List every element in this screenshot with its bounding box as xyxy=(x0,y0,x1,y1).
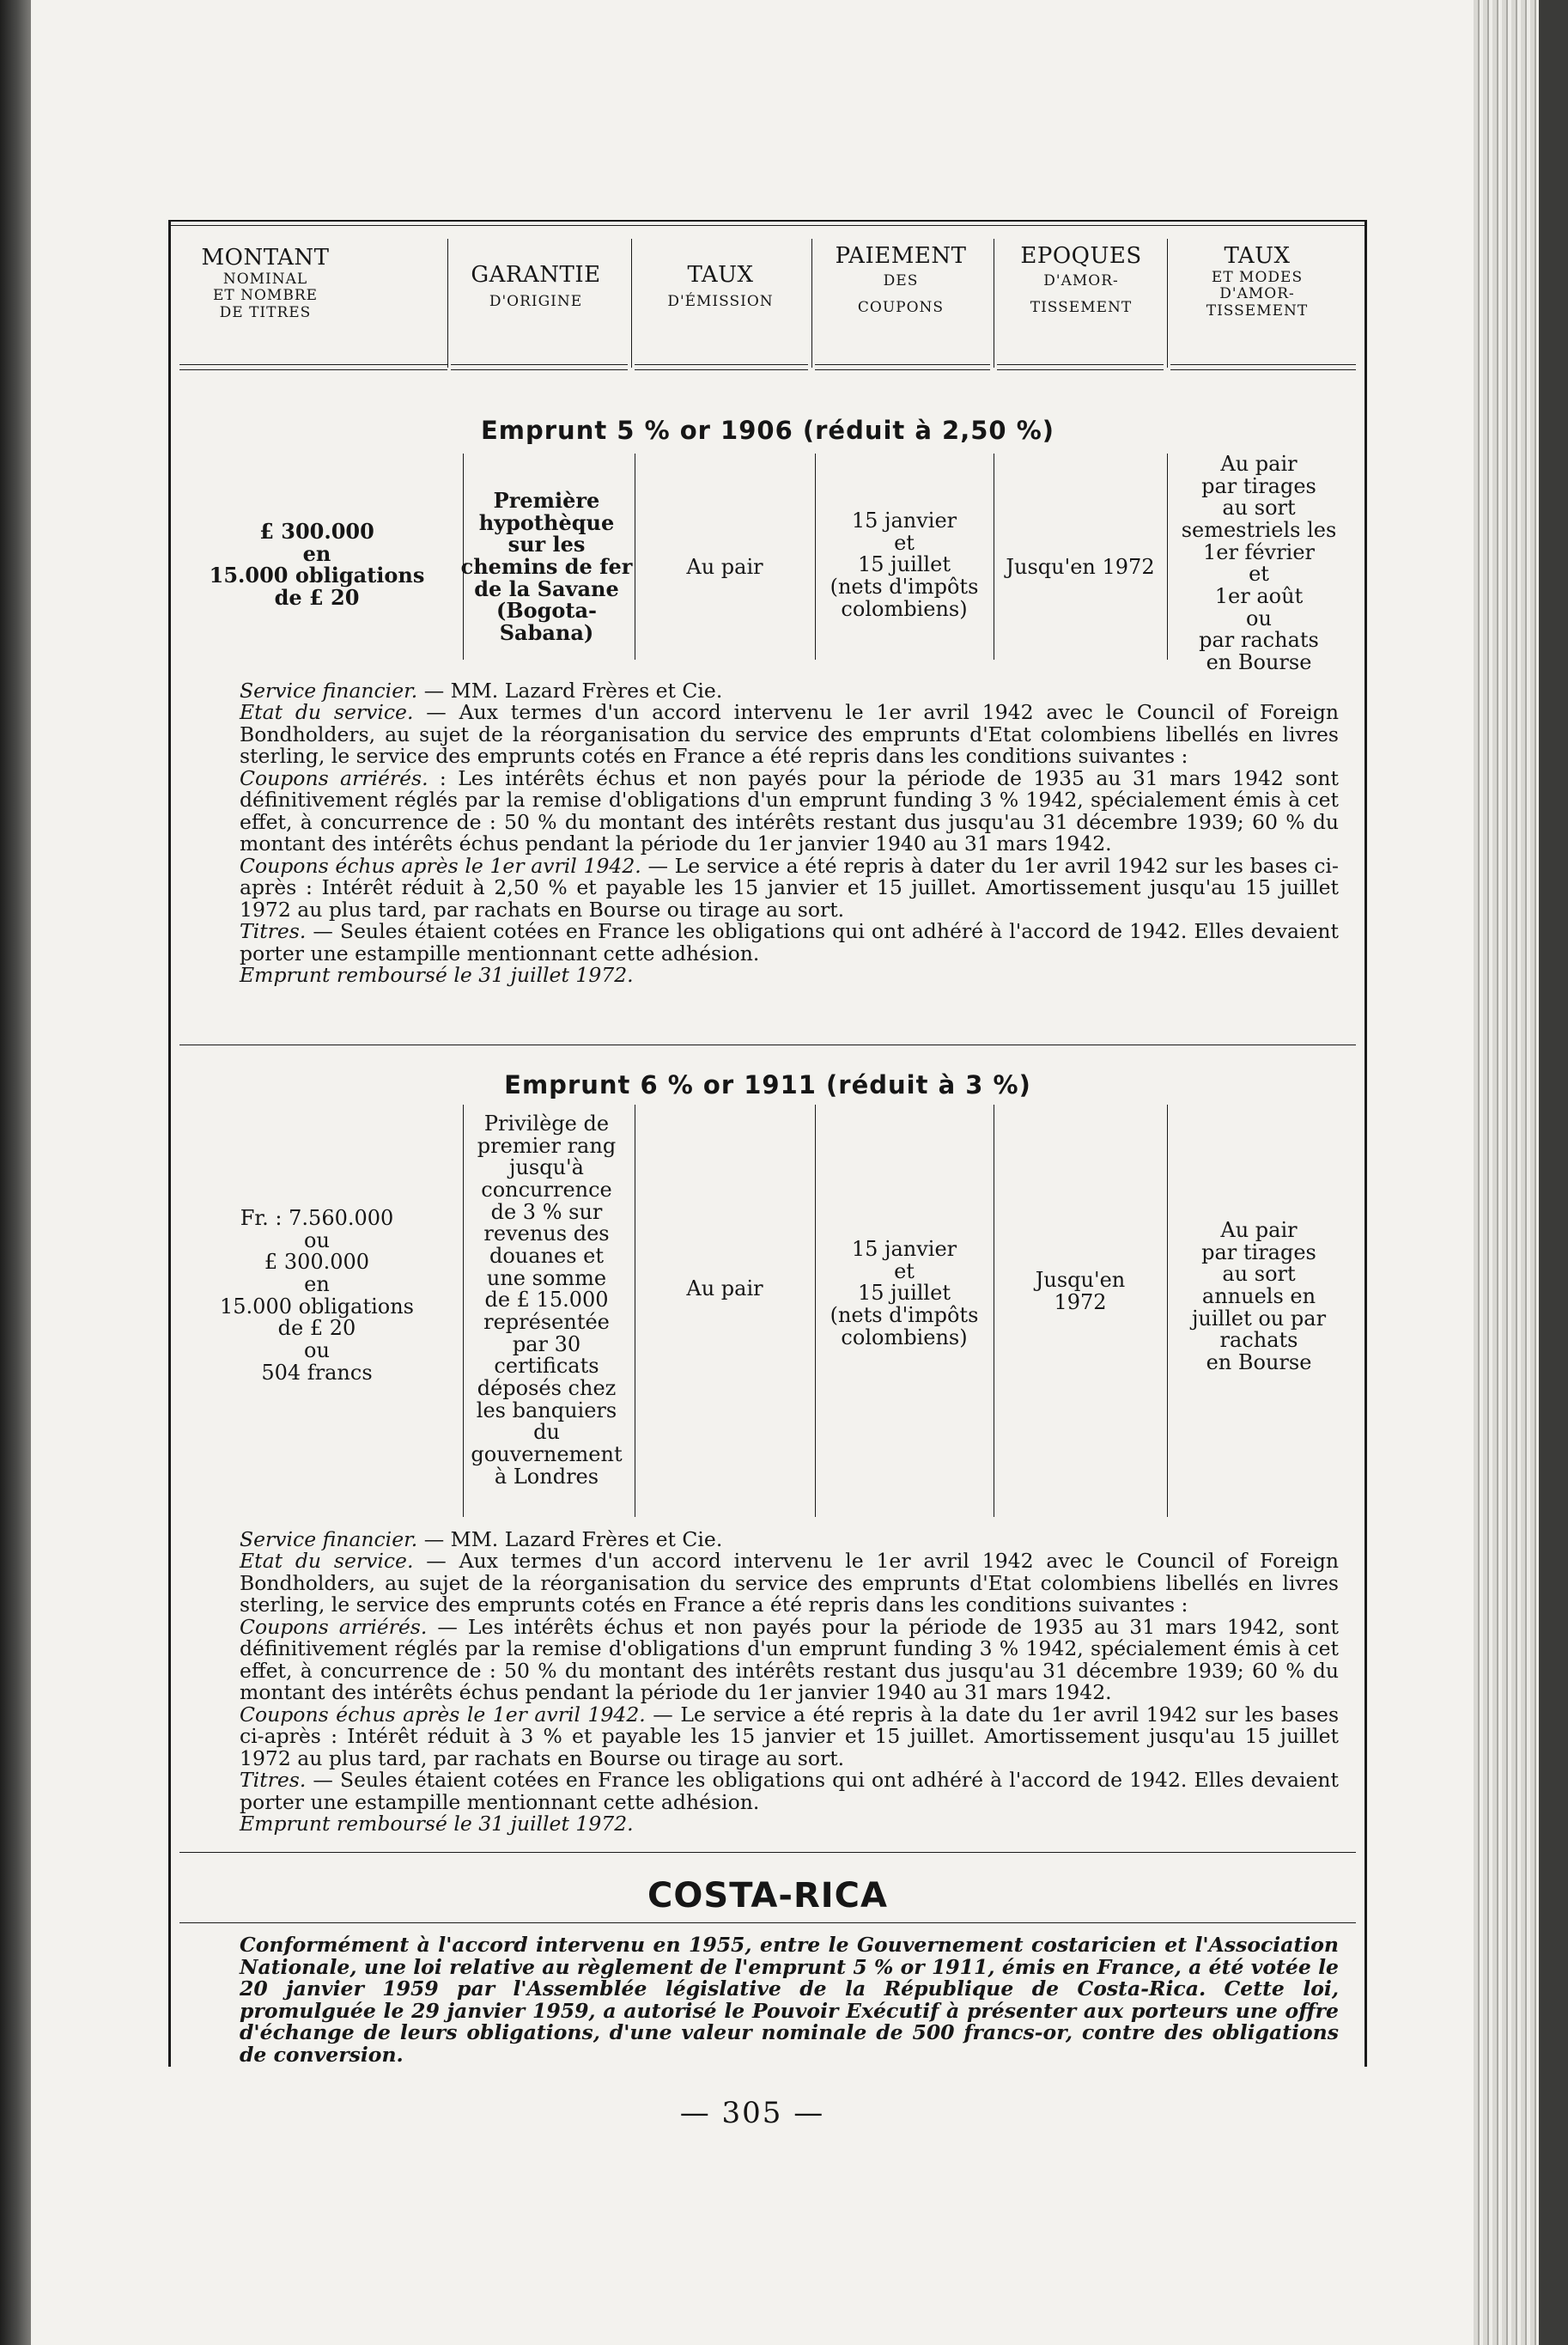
loan2-montant: Fr. : 7.560.000 ou £ 300.000 en 15.000 obligations de £ 20 ou 504 francs xyxy=(220,1206,414,1385)
loan2-epoques: Jusqu'en 1972 xyxy=(1035,1268,1126,1314)
loan2-modes: Au pair par tirages au sort annuels en juillet ou par rachats en Bourse xyxy=(1191,1218,1327,1375)
loan1-echus-text: — Le service a été repris à dater du 1er avril 1942 sur les bases ci-après : Intérêt réduit à 2,50 % et payable les 15 janvier et 15 juillet. Amortissement jusqu'au 15 juillet 1972 au plus tard, par rachats en Bourse ou tirage au sort. xyxy=(240,853,1340,922)
loan2-text xyxy=(240,1529,1339,1836)
header-divider xyxy=(1167,239,1168,368)
loan2-etat-label: Etat du service. xyxy=(240,1549,414,1574)
header-rule xyxy=(815,369,990,370)
loan1-service-label: Service financier. xyxy=(240,679,418,703)
loan2-coupons-label: Coupons arriérés. xyxy=(240,1614,428,1639)
header-modes: TAUX ET MODES D'AMOR- TISSEMENT xyxy=(1206,243,1309,320)
header-taux: TAUX D'ÉMISSION xyxy=(667,262,774,310)
header-rule xyxy=(635,369,808,370)
header-rule xyxy=(635,364,808,365)
header-rule xyxy=(1170,369,1356,370)
header-rule xyxy=(451,364,628,365)
header-rule xyxy=(815,364,990,365)
loan2-service-label: Service financier. xyxy=(240,1527,418,1551)
loan1-titres-label: Titres. xyxy=(240,919,307,944)
header-rule xyxy=(997,369,1164,370)
header-montant: MONTANT NOMINAL ET NOMBRE DE TITRES xyxy=(201,245,330,321)
loan1-service-text: — MM. Lazard Frères et Cie. xyxy=(417,679,723,703)
loan1-modes: Au pair par tirages au sort semestriels les 1er février et 1er août ou par rachats en Bourse xyxy=(1181,452,1337,675)
header-divider xyxy=(631,239,632,368)
loan1-title: Emprunt 5 % or 1906 (réduit à 2,50 %) xyxy=(480,416,1055,445)
loan1-epoques: Jusqu'en 1972 xyxy=(1006,555,1155,579)
loan1-garantie: Première hypothèque sur les chemins de fer de la Savane (Bogota- Sabana) xyxy=(460,488,633,646)
loan2-etat-text: — Aux termes d'un accord intervenu le 1er avril 1942 avec le Council of Foreign Bondholders, au sujet de la réorganisation du service des emprunts d'Etat colombiens libellés en livres sterling, le service des emprunts cotés en France a été repris dans les conditions suivantes : xyxy=(240,1549,1339,1617)
page-edges xyxy=(1474,0,1568,2345)
costa-rica-title: COSTA-RICA xyxy=(647,1876,888,1916)
book-gutter xyxy=(0,0,31,2345)
section-rule xyxy=(179,1922,1356,1923)
section-rule xyxy=(179,1852,1356,1853)
header-rule xyxy=(451,369,628,370)
loan1-coupons-label: Coupons arriérés. xyxy=(240,765,428,790)
loan2-garantie: Privilège de premier rang jusqu'à concurrence de 3 % sur revenus des douanes et une somme de £ 15.000 représentée par 30 certificats déposés chez les banquiers du gouvernement à Londres xyxy=(471,1112,623,1489)
header-divider xyxy=(811,239,812,368)
costa-rica-intro: Conformément à l'accord intervenu en 1955, entre le Gouvernement costaricien et l'Association Nationale, une loi relative au règlement de l'emprunt 5 % or 1911, émis en France, a été votée le 20 janvier 1959 par l'Assemblée législative de la République de Costa-Rica. Cette loi, promulguée le 29 janvier 1959, a autorisé le Pouvoir Exécutif à présenter aux porteurs une offre d'échange de leurs obligations, d'une valeur nominale de 500 francs-or, contre des obligations de conversion. xyxy=(240,1933,1339,2068)
header-epoques: EPOQUES D'AMOR- TISSEMENT xyxy=(1020,243,1142,317)
loan1-etat-label: Etat du service. xyxy=(240,700,414,725)
header-divider xyxy=(447,239,448,368)
loan2-paiement: 15 janvier et 15 juillet (nets d'impôts colombiens) xyxy=(830,1237,979,1349)
loan2-titres-text: — Seules étaient cotées en France les obligations qui ont adhéré à l'accord de 1942. Elles devaient porter une estampille mentionnant cette adhésion. xyxy=(240,1768,1339,1814)
header-rule xyxy=(179,369,447,370)
document-page xyxy=(31,0,1474,2345)
loan1-etat-text: — Aux termes d'un accord intervenu le 1er avril 1942 avec le Council of Foreign Bondholders, au sujet de la réorganisation du service des emprunts d'Etat colombiens libellés en livres sterling, le service des emprunts cotés en France a été repris dans les conditions suivantes : xyxy=(240,700,1339,769)
loan2-title: Emprunt 6 % or 1911 (réduit à 3 %) xyxy=(504,1070,1031,1099)
page-number: — 305 — xyxy=(679,2096,825,2130)
header-rule xyxy=(179,364,447,365)
loan1-taux: Au pair xyxy=(686,555,763,579)
loan1-rembourse: Emprunt remboursé le 31 juillet 1972. xyxy=(240,963,634,988)
loan2-echus-label: Coupons échus après le 1er avril 1942. xyxy=(240,1702,646,1727)
header-rule xyxy=(1170,364,1356,365)
header-rule xyxy=(997,364,1164,365)
loan1-coupons-text: : Les intérêts échus et non payés pour la période de 1935 au 31 mars 1942 sont définitivement réglés par la remise d'obligations d'un emprunt funding 3 % 1942, spécialement émis à cet effet, à concurrence de : 50 % du montant des intérêts restant dus jusqu'au 31 décembre 1939; 60 % du montant des intérêts échus pendant la période du 1er janvier 1940 au 31 mars 1942. xyxy=(240,765,1339,856)
loan1-echus-label: Coupons échus après le 1er avril 1942. xyxy=(240,853,641,878)
loan2-service-text: — MM. Lazard Frères et Cie. xyxy=(417,1527,723,1551)
loan2-echus-text: — Le service a été repris à la date du 1er avril 1942 sur les bases ci-après : Intérêt réduit à 3 % et payable les 15 janvier et 15 juillet. Amortissement jusqu'au 15 juillet 1972 au plus tard, par rachats en Bourse ou tirage au sort. xyxy=(240,1702,1340,1770)
header-paiement: PAIEMENT DES COUPONS xyxy=(835,243,967,317)
loan1-text xyxy=(240,680,1339,987)
loan1-titres-text: — Seules étaient cotées en France les obligations qui ont adhéré à l'accord de 1942. Elles devaient porter une estampille mentionnant cette adhésion. xyxy=(240,919,1339,965)
header-garantie: GARANTIE D'ORIGINE xyxy=(471,262,601,310)
content-frame xyxy=(168,220,1367,2067)
loan1-montant: £ 300.000 en 15.000 obligations de £ 20 xyxy=(209,519,425,611)
loan2-rembourse: Emprunt remboursé le 31 juillet 1972. xyxy=(240,1812,634,1836)
loan2-coupons-text: — Les intérêts échus et non payés pour la période de 1935 au 31 mars 1942, sont définitivement réglés par la remise d'obligations d'un emprunt funding 3 % 1942, spécialement émis à cet effet, à concurrence de : 50 % du montant des intérêts restant dus jusqu'au 31 décembre 1939; 60 % du montant des intérêts échus pendant la période du 1er janvier 1940 au 31 mars 1942. xyxy=(240,1614,1339,1705)
loan2-titres-label: Titres. xyxy=(240,1768,307,1793)
loan1-paiement: 15 janvier et 15 juillet (nets d'impôts colombiens) xyxy=(830,509,979,621)
loan2-taux: Au pair xyxy=(686,1276,763,1300)
